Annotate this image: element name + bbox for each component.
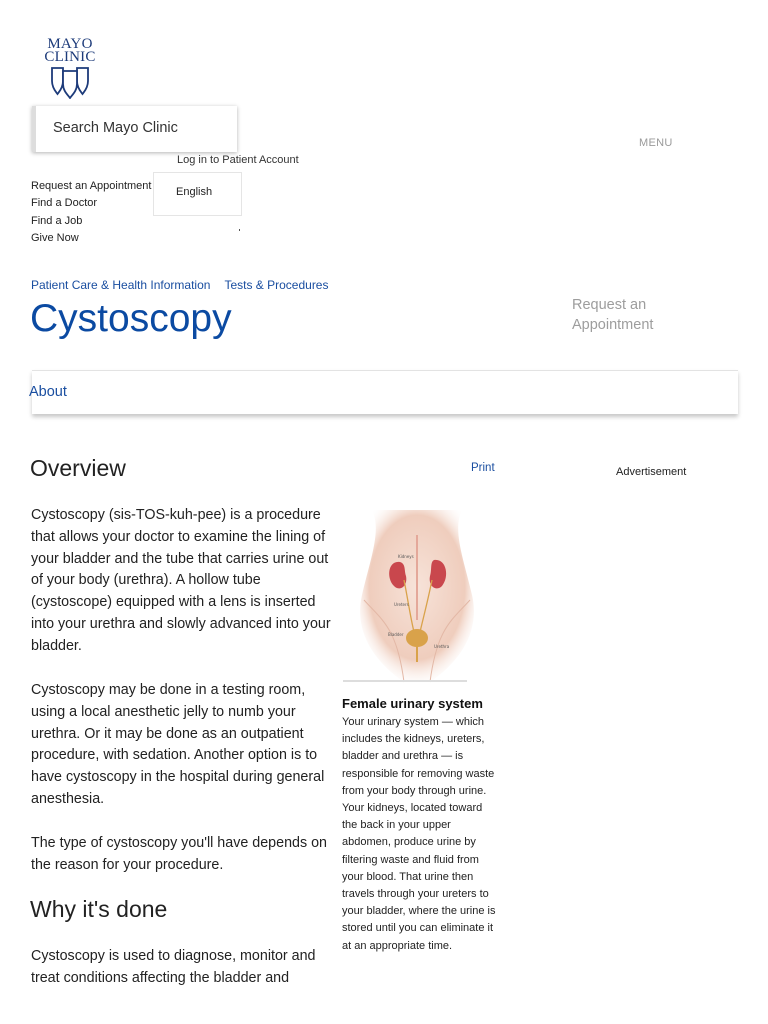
overview-paragraph-2: Cystoscopy may be done in a testing room, using a local anesthetic jelly to numb your urethra. Or it may be done as an outpatient procedure, with sedation. Another option is to have cystoscopy in the hospital during general anesthesia.	[31, 682, 325, 807]
request-appointment-link[interactable]: Request an Appointment	[31, 180, 152, 192]
female-urinary-system-illustration[interactable]	[342, 500, 492, 690]
breadcrumb-tests-procedures[interactable]: Tests & Procedures	[224, 278, 329, 292]
label-bladder: Bladder	[388, 632, 404, 637]
image-credit-line	[343, 680, 467, 682]
utility-links	[31, 178, 151, 247]
find-doctor-link[interactable]: Find a Doctor	[31, 197, 98, 210]
breadcrumb-patient-care[interactable]: Patient Care & Health Information	[31, 278, 211, 292]
mayo-shield-logo-icon	[49, 65, 91, 99]
label-urethra: Urethra	[434, 644, 450, 649]
find-job-link[interactable]: Find a Job	[31, 214, 83, 227]
give-now-link[interactable]: Give Now	[31, 231, 79, 244]
label-kidneys: Kidneys	[398, 554, 414, 559]
tab-about[interactable]: About	[29, 384, 67, 400]
request-line-1: Request an	[572, 297, 647, 313]
patient-login-link[interactable]: Log in to Patient Account	[177, 154, 299, 166]
overview-paragraph-1: Cystoscopy (sis-TOS-kuh-pee) is a procedure that allows your doctor to examine the lining of your bladder and the tube that carries urine out of your body (urethra). A hollow tube (cystoscope) equipped with a lens is inserted into your urethra and slowly advanced into your bladder.	[31, 507, 331, 654]
language-selector[interactable]	[153, 172, 242, 216]
logo-word-clinic: CLINIC	[44, 49, 96, 65]
label-ureters: Ureters	[394, 602, 409, 607]
why-paragraph-1: Cystoscopy is used to diagnose, monitor and treat conditions affecting the bladder and	[31, 948, 316, 986]
mayo-clinic-logo[interactable]	[38, 38, 102, 99]
search-input[interactable]	[32, 106, 237, 152]
request-line-2: Appointment	[572, 317, 654, 333]
page-title: Cystoscopy	[30, 297, 232, 340]
request-appointment-button[interactable]	[572, 295, 682, 335]
why-heading: Why it's done	[30, 896, 168, 922]
figure-title: Female urinary system	[342, 696, 483, 711]
figure-caption: Your urinary system — which includes the kidneys, ureters, bladder and urethra — is responsible for removing waste from your body through urine. Your kidneys, located toward the back in your upper abdomen, produce urine by filtering waste and fluid from your blood. That urine then travels through your ureters to your bladder, where the urine is stored until you can eliminate it at an appropriate time.	[342, 716, 496, 952]
print-link[interactable]: Print	[471, 462, 495, 474]
advertisement-label: Advertisement	[616, 466, 687, 478]
logo-word-mayo: MAYO	[47, 36, 93, 52]
divider-mark	[239, 229, 240, 231]
overview-heading: Overview	[30, 455, 126, 481]
breadcrumb	[31, 278, 328, 292]
overview-paragraph-3: The type of cystoscopy you'll have depends on the reason for your procedure.	[31, 835, 327, 873]
menu-button[interactable]: MENU	[639, 137, 673, 149]
content-tab-bar	[29, 370, 738, 414]
language-label: English	[176, 186, 213, 198]
search-placeholder: Search Mayo Clinic	[53, 120, 178, 136]
